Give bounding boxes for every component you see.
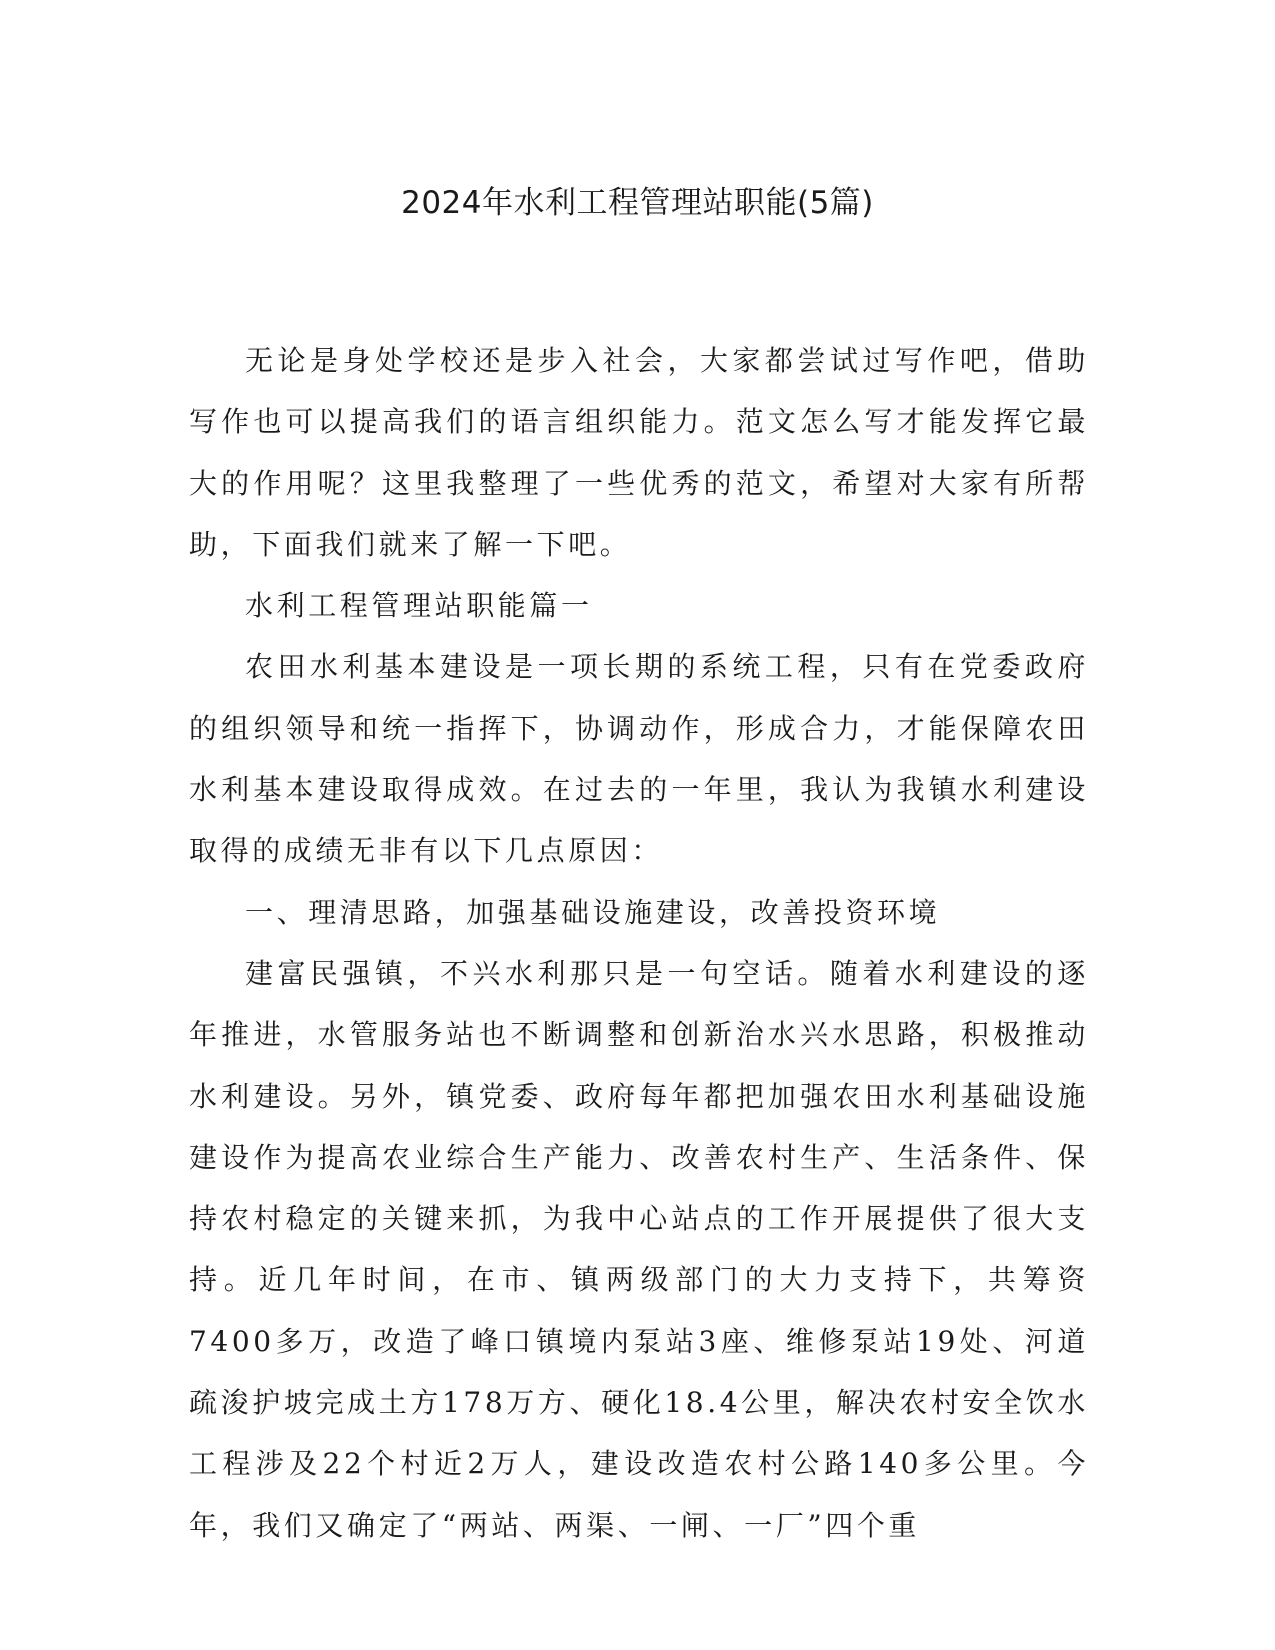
point-1-heading: 一、理清思路，加强基础设施建设，改善投资环境 — [245, 895, 941, 929]
document-title: 2024年水利工程管理站职能(5篇) — [401, 185, 874, 221]
body-paragraph-1: 农田水利基本建设是一项长期的系统工程，只有在党委政府的组织领导和统一指挥下，协调动作，形成合力，才能保障农田水利基本建设取得成效。在过去的一年里，我认为我镇水利建设取得的成绩无非有以下几点原因： — [189, 650, 1089, 868]
intro-paragraph: 无论是身处学校还是步入社会，大家都尝试过写作吧，借助写作也可以提高我们的语言组织能力。范文怎么写才能发挥它最大的作用呢？这里我整理了一些优秀的范文，希望对大家有所帮助，下面我们就来了解一下吧。 — [189, 344, 1089, 561]
body-paragraph-2: 建富民强镇，不兴水利那只是一句空话。随着水利建设的逐年推进，水管服务站也不断调整和创新治水兴水思路，积极推动水利建设。另外，镇党委、政府每年都把加强农田水利基础设施建设作为提高农业综合生产能力、改善农村生产、生活条件、保持农村稳定的关键来抓，为我中心站点的工作开展提供了很大支持。近几年时间，在市、镇两级部门的大力支持下，共筹资7400多万，改造了峰口镇境内泵站3座、维修泵站19处、河道疏浚护坡完成土方178万方、硬化18.4公里，解决农村安全饮水工程涉及22个村近2万人，建设改造农村公路140多公里。今年，我们又确定了“两站、两渠、一闸、一厂”四个重 — [189, 956, 1089, 1542]
document-body — [189, 330, 1089, 1556]
section-title: 水利工程管理站职能篇一 — [245, 589, 593, 623]
